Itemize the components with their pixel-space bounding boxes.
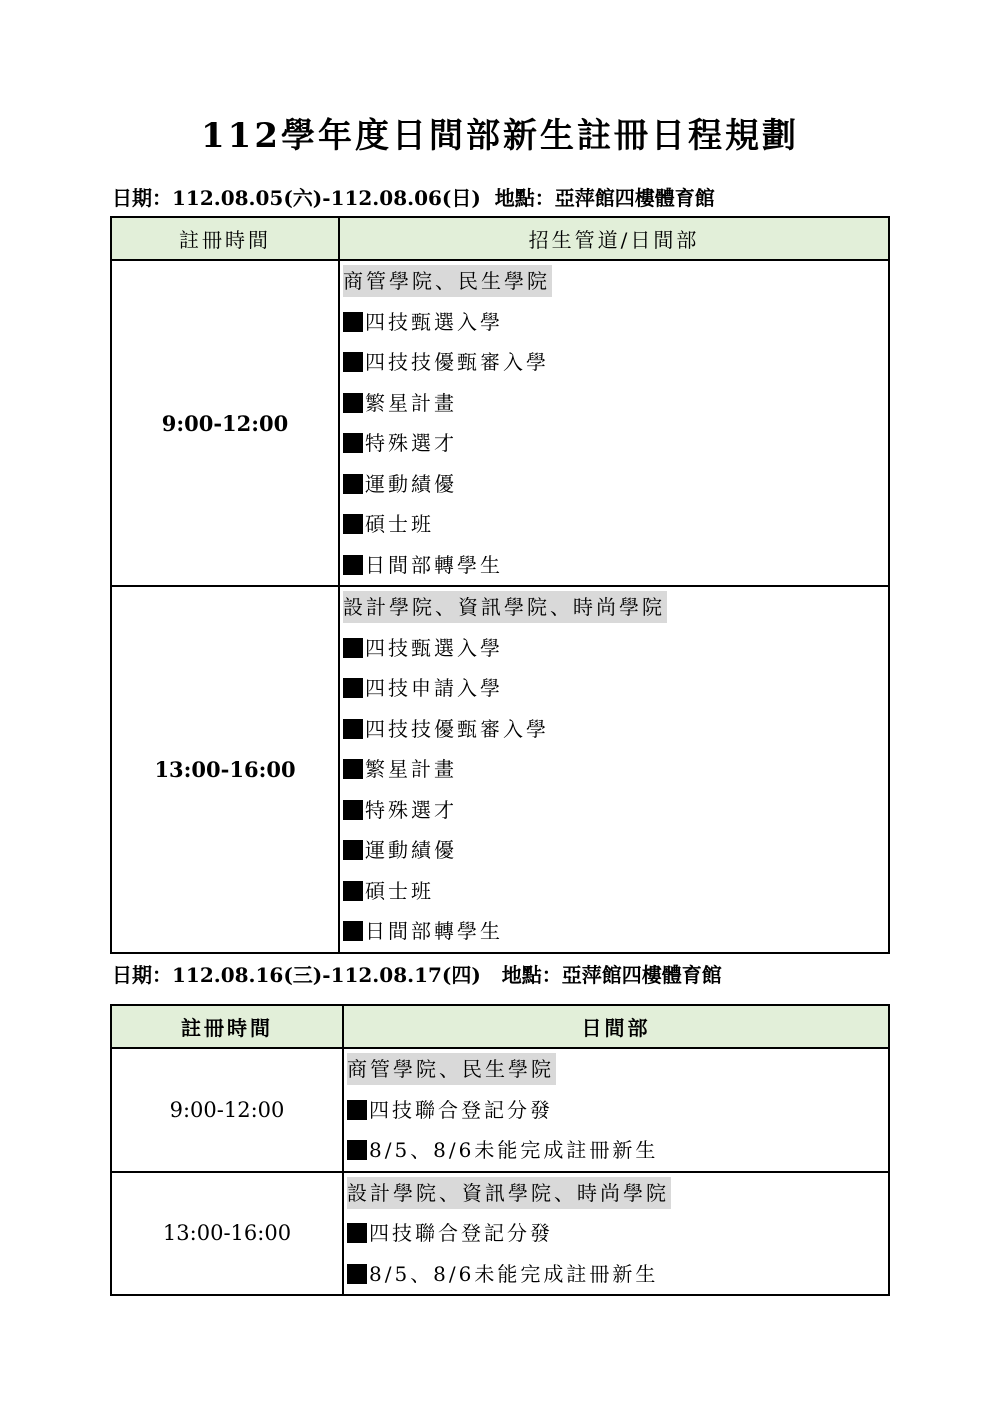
- list-item: 繁星計畫: [343, 383, 888, 424]
- black-square-icon: [343, 433, 363, 453]
- list-item: 四技技優甄審入學: [343, 709, 888, 750]
- list-item: 碩士班: [343, 504, 888, 545]
- black-square-icon: [343, 638, 363, 658]
- college-group-label: 商管學院、民生學院: [347, 1053, 556, 1085]
- black-square-icon: [347, 1264, 367, 1284]
- list-item: 四技甄選入學: [343, 628, 888, 669]
- list-item: 運動績優: [343, 830, 888, 871]
- black-square-icon: [347, 1140, 367, 1160]
- channel-list: [339, 586, 889, 953]
- table-row: [111, 586, 889, 953]
- black-square-icon: [347, 1223, 367, 1243]
- schedule-table-2: [110, 1004, 890, 1296]
- college-group-label: 設計學院、資訊學院、時尚學院: [347, 1177, 671, 1209]
- table-header-row: [111, 1005, 889, 1048]
- list-item: 日間部轉學生: [343, 911, 888, 952]
- list-item: 四技聯合登記分發: [347, 1213, 888, 1254]
- table-header-row: [111, 217, 889, 260]
- header-admission-channel: 招生管道/日間部: [339, 217, 889, 260]
- black-square-icon: [343, 393, 363, 413]
- schedule-table-1: [110, 216, 890, 954]
- channel-list: [343, 1172, 889, 1296]
- college-group-label: 商管學院、民生學院: [343, 265, 552, 297]
- list-item: 四技甄選入學: [343, 302, 888, 343]
- channel-list: [343, 1048, 889, 1172]
- black-square-icon: [343, 719, 363, 739]
- document-title: 112學年度日間部新生註冊日程規劃: [201, 116, 799, 156]
- black-square-icon: [343, 921, 363, 941]
- black-square-icon: [343, 312, 363, 332]
- time-slot-cell: 9:00-12:00: [111, 260, 339, 586]
- header-registration-time: 註冊時間: [111, 1005, 343, 1048]
- list-item: 日間部轉學生: [343, 545, 888, 586]
- black-square-icon: [343, 840, 363, 860]
- black-square-icon: [343, 678, 363, 698]
- table-row: [111, 1048, 889, 1172]
- list-item: 繁星計畫: [343, 749, 888, 790]
- list-item: 運動績優: [343, 464, 888, 505]
- black-square-icon: [343, 759, 363, 779]
- time-slot-cell: 13:00-16:00: [111, 586, 339, 953]
- list-item: 特殊選才: [343, 790, 888, 831]
- header-registration-time: 註冊時間: [111, 217, 339, 260]
- list-item: 特殊選才: [343, 423, 888, 464]
- header-day-division: 日間部: [343, 1005, 889, 1048]
- channel-list: [339, 260, 889, 586]
- time-slot-cell: 9:00-12:00: [111, 1048, 343, 1172]
- session2-info: 日期：112.08.16(三)-112.08.17(四) 地點：亞萍館四樓體育館: [112, 963, 722, 987]
- list-item: 8/5、8/6未能完成註冊新生: [347, 1254, 888, 1295]
- list-item: 碩士班: [343, 871, 888, 912]
- list-item: 四技技優甄審入學: [343, 342, 888, 383]
- list-item: 四技聯合登記分發: [347, 1090, 888, 1131]
- black-square-icon: [347, 1100, 367, 1120]
- black-square-icon: [343, 474, 363, 494]
- college-group-label: 設計學院、資訊學院、時尚學院: [343, 591, 667, 623]
- black-square-icon: [343, 800, 363, 820]
- black-square-icon: [343, 555, 363, 575]
- black-square-icon: [343, 514, 363, 534]
- list-item: 四技申請入學: [343, 668, 888, 709]
- list-item: 8/5、8/6未能完成註冊新生: [347, 1130, 888, 1171]
- time-slot-cell: 13:00-16:00: [111, 1172, 343, 1296]
- black-square-icon: [343, 881, 363, 901]
- table-row: [111, 260, 889, 586]
- black-square-icon: [343, 352, 363, 372]
- table-row: [111, 1172, 889, 1296]
- session1-info: 日期：112.08.05(六)-112.08.06(日) 地點：亞萍館四樓體育館: [112, 186, 715, 210]
